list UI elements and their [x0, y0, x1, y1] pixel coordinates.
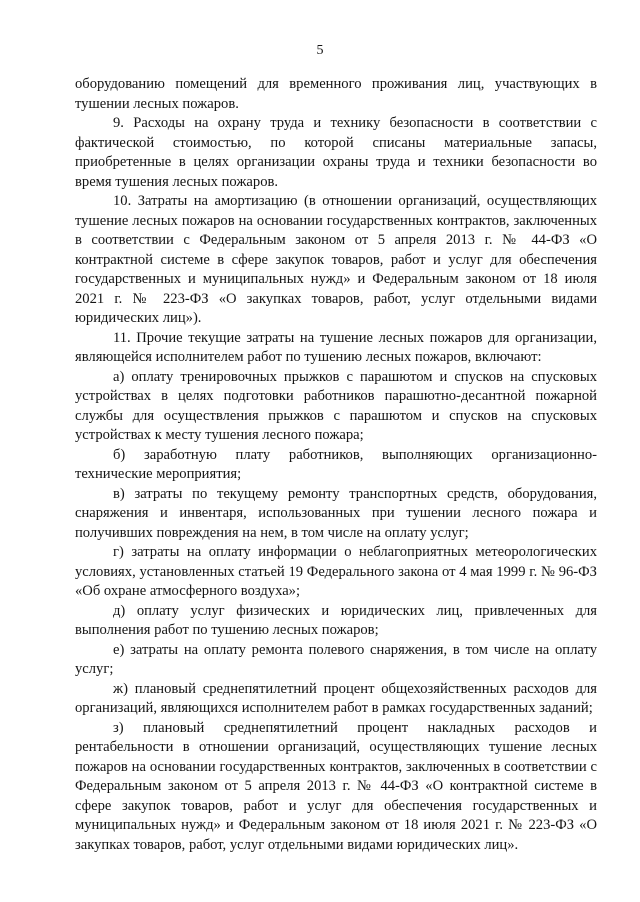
paragraph-subitem-d: д) оплату услуг физических и юридических лиц, привлеченных для выполнения работ по тушению лесных пожаров;: [75, 602, 597, 638]
paragraph-item-11: 11. Прочие текущие затраты на тушение лесных пожаров для организации, являющейся исполнителем работ по тушению лесных пожаров, включают:: [75, 329, 597, 365]
paragraph-item-10: 10. Затраты на амортизацию (в отношении организаций, осуществляющих тушение лесных пожаров на основании государственных контрактов, заключенных в соответствии с Федеральным законом от 5 апреля 2013 г. № 44-ФЗ «О контрактной системе в сфере закупок товаров, работ и услуг для обеспечения государственных и муниципальных нужд» и Федеральным законом от 18 июля 2021 г. № 223-ФЗ «О закупках товаров, работ, услуг отдельными видами юридических лиц»).: [75, 193, 597, 326]
paragraph-item-9: 9. Расходы на охрану труда и технику безопасности в соответствии с фактической стоимостью, по которой списаны материальные запасы, приобретенные в целях организации охраны труда и техники безопасности во время тушения лесных пожаров.: [75, 115, 597, 190]
paragraph-subitem-g: г) затраты на оплату информации о неблагоприятных метеорологических условиях, установленных статьей 19 Федерального закона от 4 мая 1999 г. № 96-ФЗ «Об охране атмосферного воздуха»;: [75, 544, 597, 599]
paragraph-subitem-a: а) оплату тренировочных прыжков с парашютом и спусков на спусковых устройствах в целях подготовки работников парашютно-десантной пожарной службы для осуществления прыжков с парашютом и спусков на спусковых устройствах к месту тушения лесного пожара;: [75, 368, 597, 443]
paragraph-subitem-v: в) затраты по текущему ремонту транспортных средств, оборудования, снаряжения и инвентаря, использованных при тушении лесного пожара и получивших повреждения на нем, в том числе на оплату услуг;: [75, 485, 597, 541]
document-body: [75, 75, 597, 855]
paragraph-subitem-b: б) заработную плату работников, выполняющих организационно-технические мероприятия;: [75, 446, 597, 482]
paragraph-subitem-zh: ж) плановый среднепятилетний процент общехозяйственных расходов для организаций, являющихся исполнителем работ в рамках государственных заданий;: [75, 680, 597, 716]
page-number: 5: [316, 43, 324, 58]
paragraph-continuation: оборудованию помещений для временного проживания лиц, участвующих в тушении лесных пожаров.: [75, 76, 597, 112]
paragraph-subitem-z: з) плановый среднепятилетний процент накладных расходов и рентабельности в отношении организаций, осуществляющих тушение лесных пожаров на основании государственных контрактов, заключенных в соответствии с Федеральным законом от 5 апреля 2013 г. № 44-ФЗ «О контрактной системе в сфере закупок товаров, работ и услуг для обеспечения государственных и муниципальных нужд» и Федеральным законом от 18 июля 2021 г. № 223-ФЗ «О закупках товаров, работ, услуг отдельными видами юридических лиц».: [75, 719, 597, 853]
paragraph-subitem-e: е) затраты на оплату ремонта полевого снаряжения, в том числе на оплату услуг;: [75, 641, 597, 677]
